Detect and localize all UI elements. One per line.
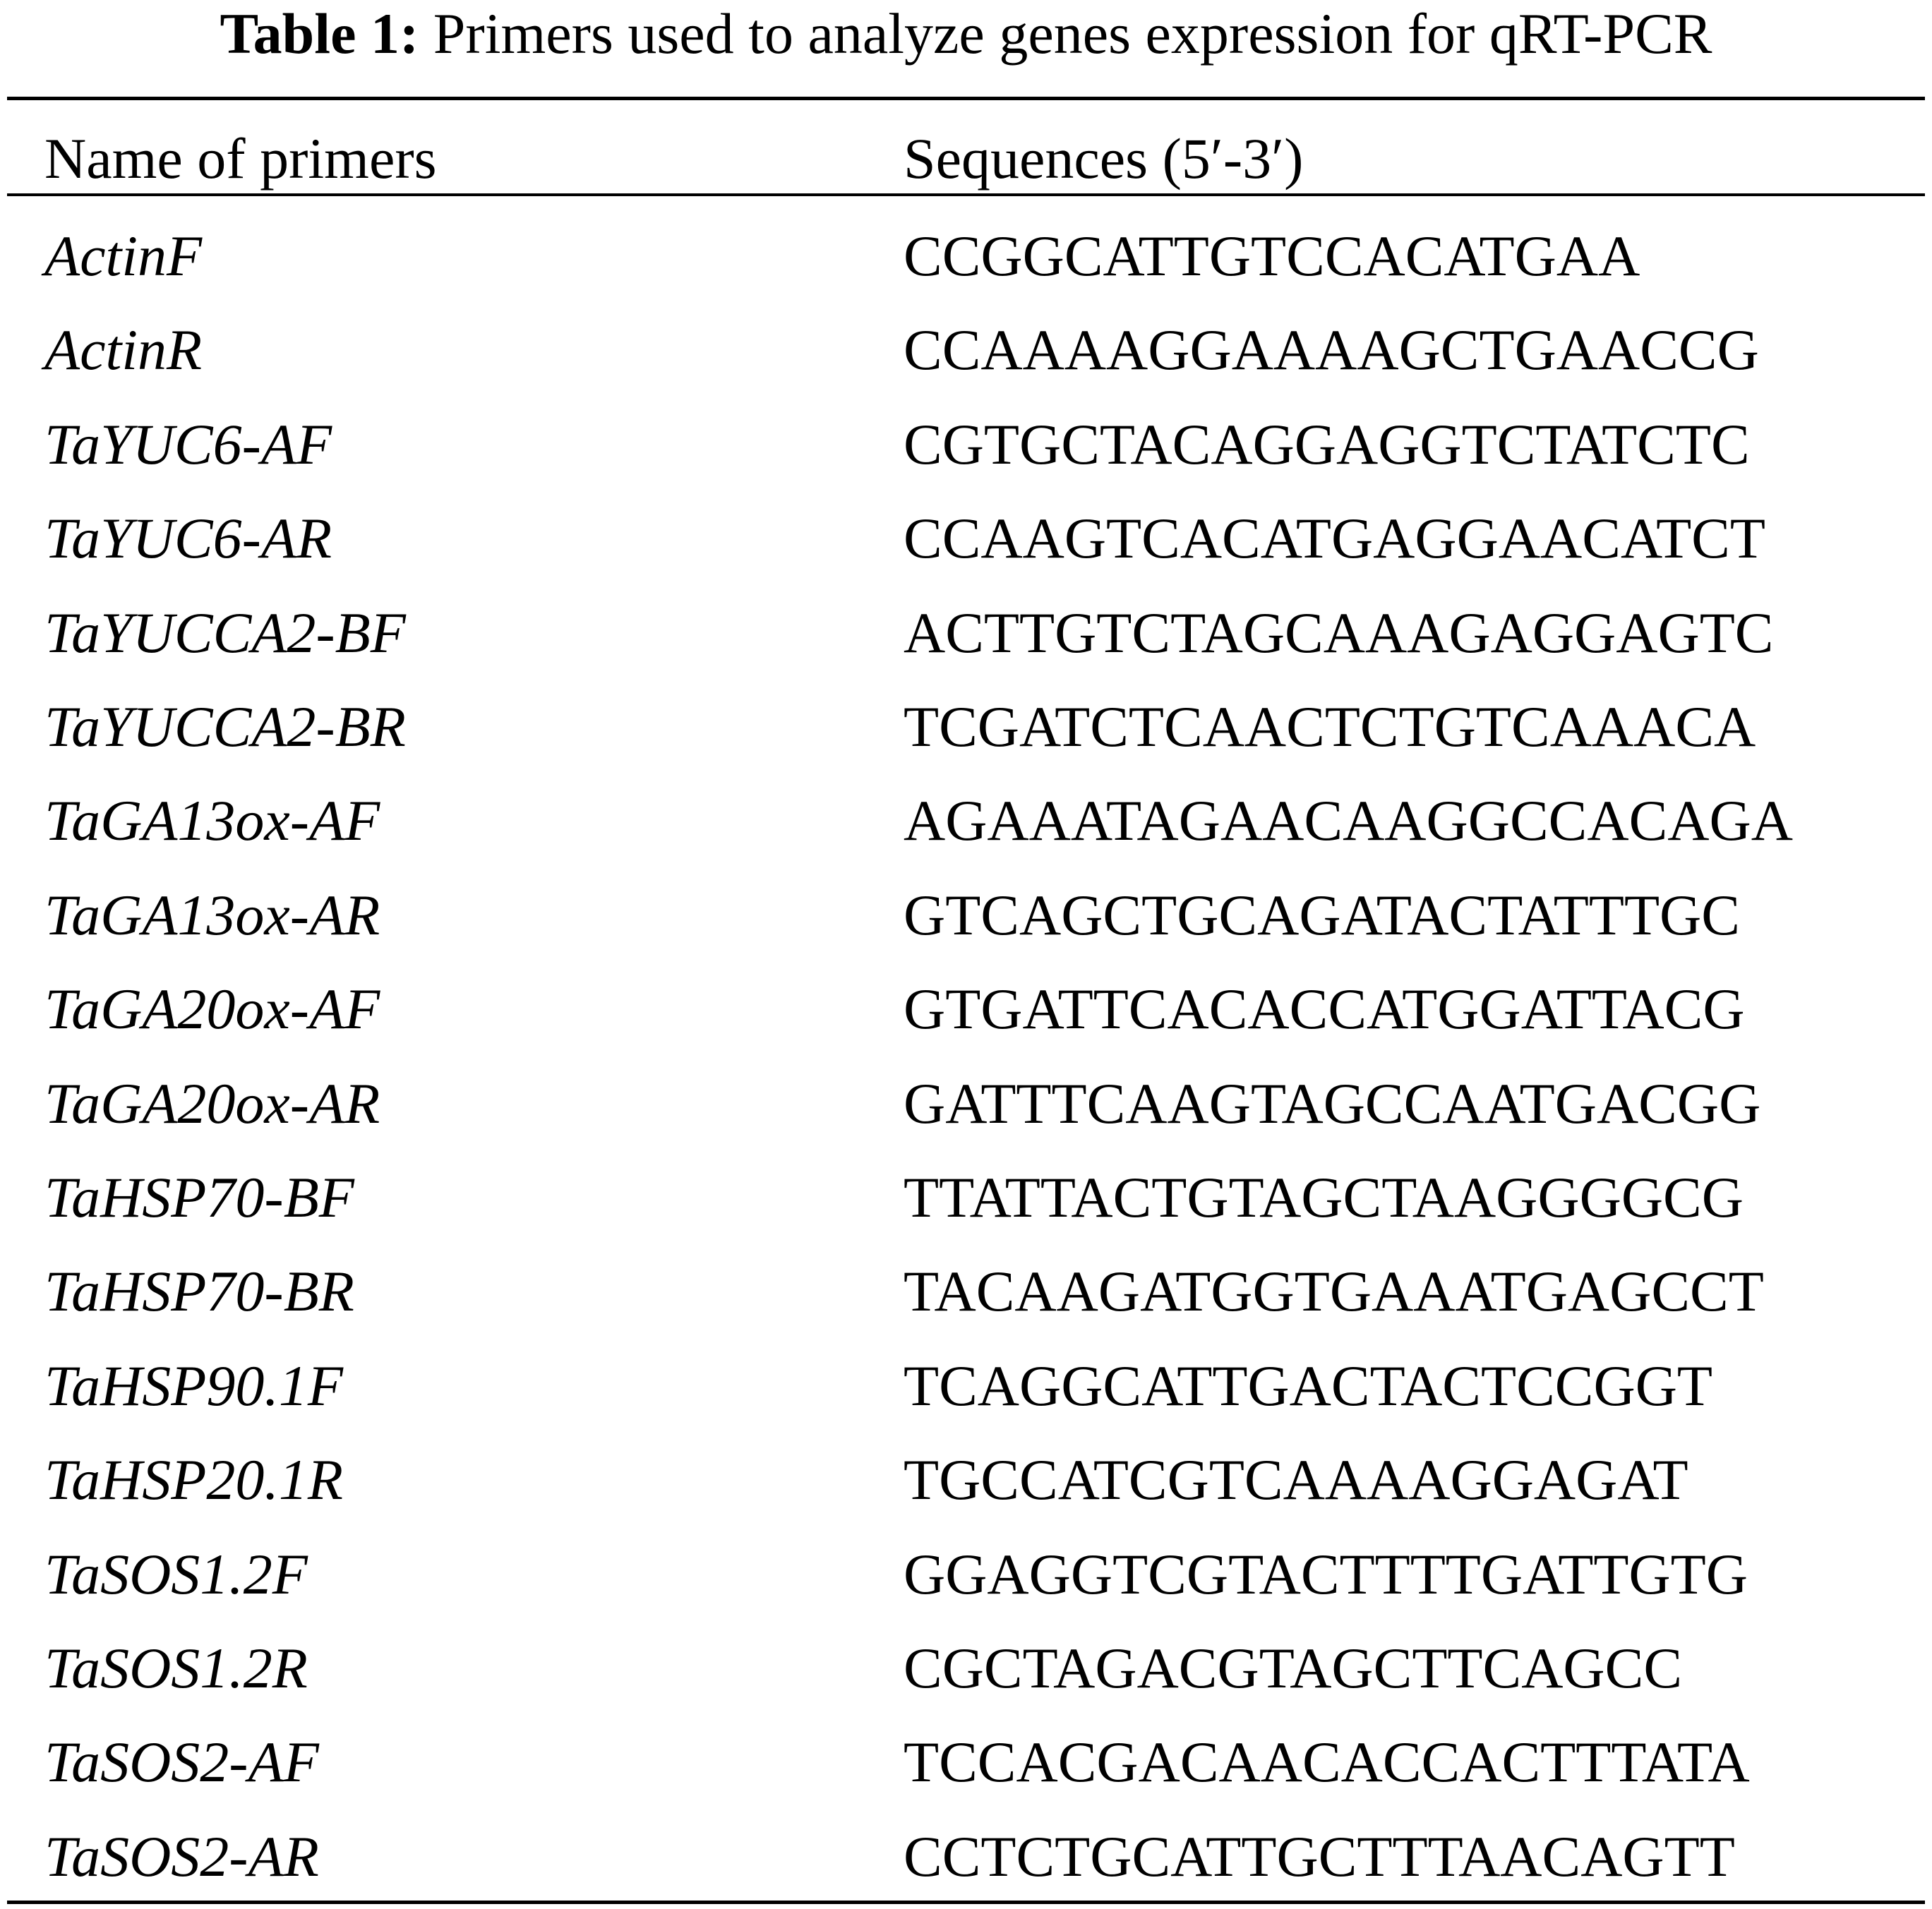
table-row	[0, 1809, 1932, 1904]
table-row	[0, 680, 1932, 774]
table-row	[0, 586, 1932, 680]
primer-name-cell: TaSOS2-AF	[44, 1730, 319, 1795]
primer-name-cell: TaHSP20.1R	[44, 1447, 343, 1512]
primer-sequence-cell: TGCCATCGTCAAAAGGAGAT	[904, 1447, 1688, 1512]
column-header-primer-name: Name of primers	[44, 126, 437, 191]
primer-sequence-cell: TCCACGACAACACCACTTTATA	[904, 1730, 1750, 1795]
primer-name-cell: TaGA13ox-AR	[44, 882, 380, 947]
table-row	[0, 1150, 1932, 1245]
primer-sequence-cell: TACAAGATGGTGAAATGAGCCT	[904, 1259, 1764, 1324]
primer-sequence-cell: CCAAAAGGAAAAGCTGAACCG	[904, 318, 1759, 383]
primer-name-cell: TaHSP90.1F	[44, 1353, 343, 1418]
primer-sequence-cell: ACTTGTCTAGCAAAGAGGAGTC	[904, 600, 1774, 665]
table-row	[0, 303, 1932, 397]
table-row	[0, 1339, 1932, 1433]
table-header-row	[0, 112, 1932, 206]
table-row	[0, 209, 1932, 303]
primer-sequence-cell: CCTCTGCATTGCTTTAACAGTT	[904, 1824, 1735, 1889]
table-caption-text: Primers used to analyze genes expression for qRT-PCR	[433, 1, 1712, 66]
primer-sequence-cell: GGAGGTCGTACTTTTGATTGTG	[904, 1541, 1748, 1606]
primer-name-cell: TaGA13ox-AF	[44, 788, 380, 853]
primer-sequence-cell: CGTGCTACAGGAGGTCTATCTC	[904, 411, 1750, 476]
table-caption-label: Table 1:	[220, 1, 419, 66]
table-row	[0, 962, 1932, 1056]
table-row	[0, 1621, 1932, 1716]
table-row	[0, 1244, 1932, 1339]
primer-name-cell: TaSOS1.2R	[44, 1636, 308, 1700]
primer-name-cell: ActinR	[44, 318, 203, 383]
table-row	[0, 397, 1932, 492]
primer-name-cell: TaYUCCA2-BF	[44, 600, 406, 665]
primer-sequence-cell: CGCTAGACGTAGCTTCAGCC	[904, 1636, 1683, 1700]
primer-name-cell: TaYUC6-AF	[44, 411, 332, 476]
primer-name-cell: ActinF	[44, 224, 203, 288]
primer-sequence-cell: GTGATTCACACCATGGATTACG	[904, 977, 1745, 1042]
table-row	[0, 1527, 1932, 1622]
table-top-rule	[7, 97, 1925, 100]
primer-sequence-cell: CCGGCATTGTCCACATGAA	[904, 224, 1640, 288]
primer-sequence-cell: TCAGGCATTGACTACTCCGGT	[904, 1353, 1712, 1418]
table-row	[0, 1433, 1932, 1527]
primer-name-cell: TaSOS1.2F	[44, 1541, 308, 1606]
table-header-rule	[7, 193, 1925, 196]
primer-sequence-cell: TCGATCTCAACTCTGTCAAACA	[904, 694, 1756, 759]
table-row	[0, 491, 1932, 586]
primer-name-cell: TaYUC6-AR	[44, 506, 332, 571]
primer-name-cell: TaSOS2-AR	[44, 1824, 319, 1889]
primer-sequence-cell: GTCAGCTGCAGATACTATTTGC	[904, 882, 1740, 947]
table-row	[0, 868, 1932, 963]
primer-name-cell: TaHSP70-BF	[44, 1165, 354, 1229]
primer-sequence-cell: GATTTCAAGTAGCCAATGACGG	[904, 1071, 1761, 1136]
table-row	[0, 773, 1932, 868]
primer-sequence-cell: TTATTACTGTAGCTAAGGGGCG	[904, 1165, 1744, 1229]
primer-name-cell: TaGA20ox-AR	[44, 1071, 380, 1136]
table-row	[0, 1715, 1932, 1809]
primer-name-cell: TaHSP70-BR	[44, 1259, 354, 1324]
primer-name-cell: TaYUCCA2-BR	[44, 694, 406, 759]
primer-name-cell: TaGA20ox-AF	[44, 977, 380, 1042]
primer-sequence-cell: CCAAGTCACATGAGGAACATCT	[904, 506, 1765, 571]
primer-sequence-cell: AGAAATAGAACAAGGCCACAGA	[904, 788, 1793, 853]
column-header-sequence: Sequences (5′-3′)	[904, 126, 1304, 191]
table-row	[0, 1056, 1932, 1151]
table-caption	[0, 0, 1932, 67]
table-bottom-rule	[7, 1901, 1925, 1904]
